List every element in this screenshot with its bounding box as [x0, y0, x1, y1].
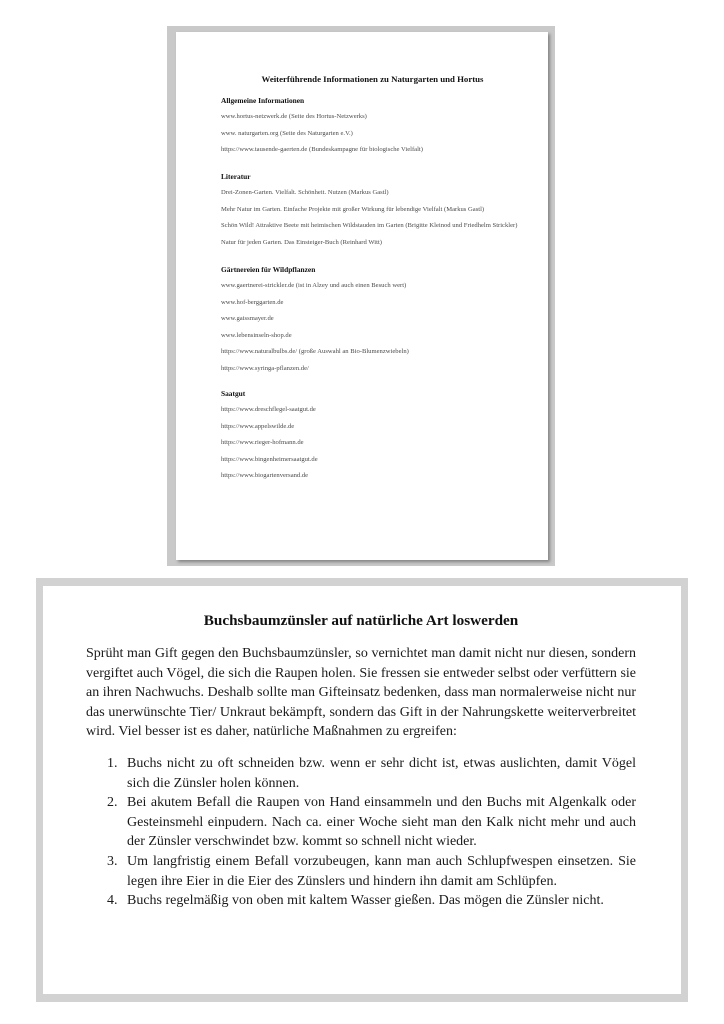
book-line: Drei-Zonen-Garten. Vielfalt. Schönheit. Nutzen (Markus Gastl): [221, 189, 389, 197]
section-general-info: [221, 96, 524, 154]
section-heading: Allgemeine Informationen: [221, 96, 305, 105]
section-heading: Gärtnereien für Wildpflanzen: [221, 264, 316, 274]
list-item-text: Buchs nicht zu oft schneiden bzw. wenn er sehr dicht ist, etwas auslichten, damit Vögel sich die Zünsler holen können.: [127, 755, 636, 791]
book-line: Schön Wild! Attraktive Beete mit heimischen Wildstauden im Garten (Brigitte Kleinod und Friedhelm Strickler): [221, 222, 518, 230]
link-line: https://www.syringa-pflanzen.de/: [221, 364, 309, 372]
list-item-text: Buchs regelmäßig von oben mit kaltem Wasser gießen. Das mögen die Zünsler nicht.: [127, 893, 604, 909]
list-item-text: Bei akutem Befall die Raupen von Hand einsammeln und den Buchs mit Algenkalk oder Gesteinsmehl einpudern. Nach ca. einer Woche sieht man den Kalk nicht mehr und auch der Zünsler verschwindet bzw. kommt so schnell nicht wieder.: [127, 795, 636, 850]
link-line: https://www.biogartenversand.de: [221, 472, 309, 480]
list-item: [86, 891, 636, 911]
link-line: https://www.bingenheimersaatgut.de: [221, 455, 318, 463]
list-number: 4.: [107, 893, 118, 909]
link-line: www.gaissmayer.de: [221, 315, 274, 323]
link-line: https://www.tausende-gaerten.de (Bundeskampagne für biologische Vielfalt): [221, 146, 423, 154]
intro-paragraph: Sprüht man Gift gegen den Buchsbaumzünsler, so vernichtet man damit nicht nur diesen, sondern vergiftet auch Vögel, die sich die Raupen holen. Sie fressen sie entweder selbst oder verfüttern sie an ihren Nachwuchs. Deshalb sollte man Gifteinsatz bedenken, dass man normalerweise nicht nur das unerwünschte Tier/ Unkraut bekämpft, sondern das Gift in der Nahrungskette weiterverbreitet wird. Viel besser ist es daher, natürliche Maßnahmen zu ergreifen:: [86, 646, 636, 740]
list-item: [86, 754, 636, 793]
link-line: www.hortus-netzwerk.de (Seite des Hortus-Netzwerks): [221, 113, 367, 120]
section-seeds: [221, 389, 524, 480]
section-literature: [221, 172, 524, 247]
list-number: 1.: [107, 755, 118, 771]
document-title: Weiterführende Informationen zu Naturgarten und Hortus: [261, 74, 484, 84]
link-line: www. naturgarten.org (Seite des Naturgarten e.V.): [221, 129, 353, 137]
measures-list: [86, 754, 636, 911]
section-nurseries: [221, 265, 524, 373]
list-item-text: Um langfristig einem Befall vorzubeugen, kann man auch Schlupfwespen einsetzen. Sie legen ihre Eier in die Eier des Zünslers und hindern ihn damit am Schlüpfen.: [127, 853, 636, 889]
link-line: https://www.dreschflegel-saatgut.de: [221, 405, 316, 413]
document-preview-page: [176, 32, 548, 560]
book-line: Mehr Natur im Garten. Einfache Projekte mit großer Wirkung für lebendige Vielfalt (Markus Gastl): [221, 205, 485, 213]
link-line: https://www.appelswilde.de: [221, 422, 295, 430]
panel-title: Buchsbaumzünsler auf natürliche Art loswerden: [203, 612, 519, 629]
link-line: www.lebensinseln-shop.de: [221, 331, 292, 339]
link-line: https://www.rieger-hofmann.de: [221, 439, 304, 447]
link-line: www.hof-berggarten.de: [221, 298, 284, 306]
book-line: Natur für jeden Garten. Das Einsteiger-Buch (Reinhard Witt): [221, 238, 382, 246]
link-line: https://www.naturalbulbs.de/ (große Auswahl an Bio-Blumenzwiebeln): [221, 348, 409, 356]
text-panel: [43, 586, 681, 994]
section-heading: Saatgut: [221, 388, 246, 398]
section-heading: Literatur: [221, 172, 251, 182]
list-item: [86, 793, 636, 852]
list-number: 3.: [107, 853, 118, 869]
list-number: 2.: [107, 795, 118, 811]
link-line: www.gaertnerei-strickler.de (ist in Alzey und auch einen Besuch wert): [221, 281, 407, 289]
list-item: [86, 852, 636, 891]
